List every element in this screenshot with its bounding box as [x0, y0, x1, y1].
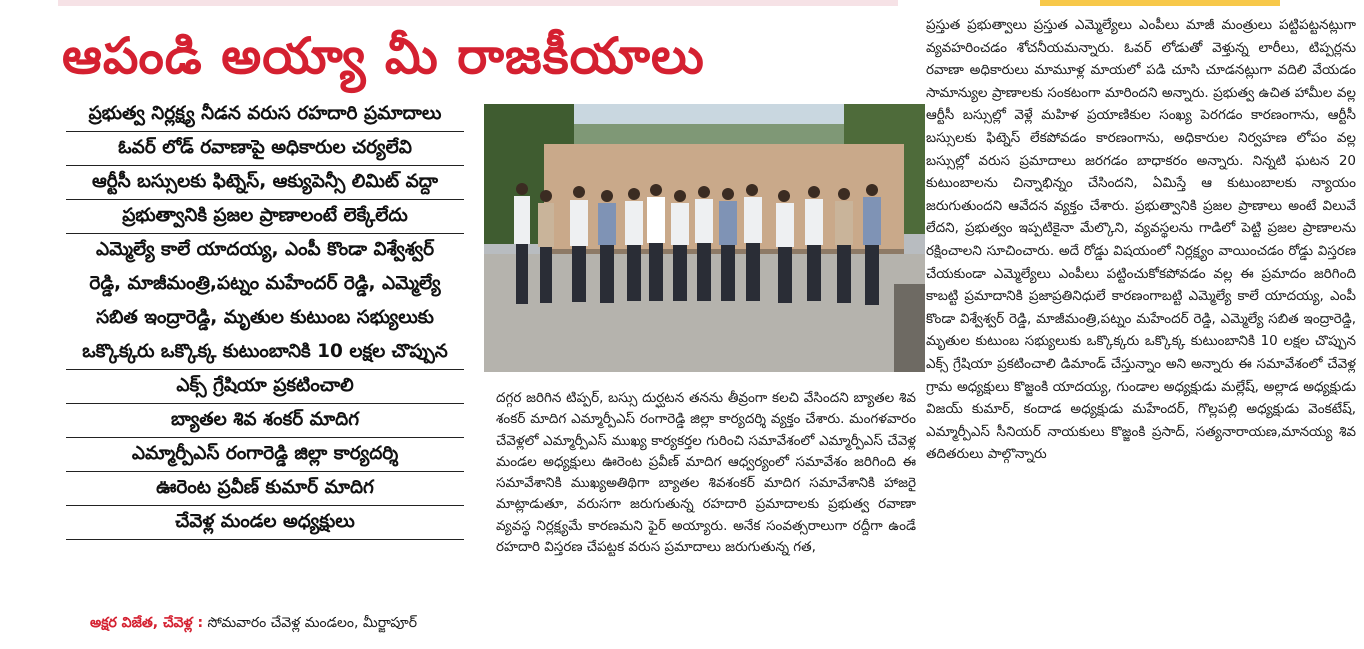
highlight-line: ఊరెంట ప్రవీణ్ కుమార్ మాదిగ: [66, 472, 464, 506]
article-body-middle-column: దగ్గర జరిగిన టిప్పర్, బస్సు దుర్ఘటన తనను తీవ్రంగా కలచి వేసిందని బ్యాతల శివ శంకర్ మాదిగ ఎమ్మార్పీఎస్ రంగారెడ్డి జిల్లా కార్యదర్శి వ్యక్తం చేశారు. మంగళవారం చేవెళ్లలో ఎమ్మార్పీఎస్ ముఖ్య కార్యకర్తల గురించి సమావేశంలో ఎమ్మార్పీఎస్ చేవెళ్ల మండల అధ్యక్షులు ఊరెంట ప్రవీణ్ మాదిగ ఆధ్వర్యంలో సమావేశం జరిగింది ఈ సమావేశానికి ముఖ్యఅతిథిగా బ్యాతల శివశంకర్ మాదిగ సమావేశానికి హాజరై మాట్లాడుతూ, వరుసగా జరుగుతున్న రహదారి ప్రమాదాలకు ప్రభుత్వ రవాణా వ్యవస్థ నిర్లక్ష్యమే కారణమని ఫైర్ అయ్యారు. అనేక సంవత్సరాలుగా రద్దీగా ఉండే రహదారి విస్తరణ చేపట్టక వరుస ప్రమాదాలు జరుగుతున్న గత,: [496, 390, 916, 556]
highlight-line: సబిత ఇంద్రారెడ్డి, మృతుల కుటుంబ సభ్యులుకు: [96, 307, 434, 328]
byline-tag: అక్షర విజేత, చేవెళ్ల :: [90, 615, 204, 631]
group-photo: [484, 104, 925, 372]
highlight-line: చేవెళ్ల మండల అధ్యక్షులు: [66, 506, 464, 540]
highlight-line: రెడ్డి, మాజీమంత్రి,పట్నం మహేందర్ రెడ్డి, ఎమ్మెల్యే: [89, 273, 441, 294]
byline-text: సోమవారం చేవెళ్ల మండలం, మీర్జాపూర్: [207, 615, 418, 631]
top-accent-strip: [1040, 0, 1280, 6]
highlight-line: ఎమ్మెల్యే కాలే యాదయ్య, ఎంపీ కొండా విశ్వేశ్వర్: [95, 239, 435, 260]
highlight-line: బ్యాతల శివ శంకర్ మాదిగ: [66, 404, 464, 438]
highlight-line: ఎక్స్ గ్రేషియా ప్రకటించాలి: [66, 370, 464, 404]
photo-step: [894, 284, 925, 372]
highlight-line: ప్రభుత్వ నిర్లక్ష్య నీడన వరుస రహదారి ప్రమాదాలు: [66, 98, 464, 132]
group-photo-illustration: [484, 104, 925, 372]
article-body-right-column: ప్రస్తుత ప్రభుత్వాలు ప్రస్తుత ఎమ్మెల్యేలు ఎంపీలు మాజీ మంత్రులు పట్టిపట్టనట్లుగా వ్యవహరించడం శోచనీయమన్నారు. ఓవర్ లోడుతో వెళ్తున్న లారీలు, టిప్పర్లను రవాణా అధికారులు మామూళ్ల మాయలో పడి చూసి చూడనట్లుగా వదిలి వేయడం సామాన్యుల ప్రాణాలకు సంకటంగా మారిందని అన్నారు. ప్రభుత్వ ఉచిత హామీల వల్ల ఆర్టీసీ బస్సుల్లో వెళ్లే మహిళ ప్రయాణికుల సంఖ్య పెరగడం కారణంగాను, ఆర్టీసీ బస్సులకు ఫిట్నెస్ లేకపోవడం కారణంగాను, అధికారుల నిర్వహణ లోపం వల్ల బస్సుల్లో వరుస ప్రమాదాలు జరగడం బాధాకరం అన్నారు. నిన్నటి ఘటన 20 కుటుంబాలను చిన్నాభిన్నం చేసిందని, ఏమిస్తే ఆ కుటుంబాలకు న్యాయం జరుగుతుందని ఆవేదన వ్యక్తం చేశారు. ప్రభుత్వానికి ప్రజల ప్రాణాలు అంటే విలువే లేదని, ప్రభుత్వం ఇప్పటికైనా మేల్కొని, వ్యవస్థలను గాడిలో పెట్టి ప్రజల ప్రాణాలను రక్షించాలని సూచించారు. అదే రోడ్డు విషయంలో నిర్లక్ష్యం వాయించడం రోడ్డు విస్తరణ చేయకుండా ఎమ్మెల్యేలు ఎంపీలు పట్టించుకోకపోవడం వల్ల ఈ ప్రమాదం జరిగింది కాబట్టి ప్రమాదానికి ప్రజాప్రతినిధులే కారణంగాబట్టి ఎమ్మెల్యే కాలే యాదయ్య, ఎంపీ కొండా విశ్వేశ్వర్ రెడ్డి, మాజీమంత్రి,పట్నం మహేందర్ రెడ్డి, ఎమ్మెల్యే సబిత ఇంద్రారెడ్డి, మృతుల కుటుంబ సభ్యులుకు ఒక్కొక్కరు ఒక్కొక్క కుటుంబానికి 10 లక్షల చొప్పున ఎక్స్ గ్రేషియా ప్రకటించాలి డిమాండ్ చేస్తున్నాం అని అన్నారు ఈ సమావేశంలో చేవెళ్ల గ్రామ అధ్యక్షులు కొజ్జంకి యాదయ్య, గుండాల అధ్యక్షుడు మల్లేష్, అల్లాడ అధ్యక్షుడు విజయ్ కుమార్, కందాడ అధ్యక్షుడు మహేందర్, గొల్లపల్లి అధ్యక్షుడు వెంకటేష్, ఎమ్మార్పీఎస్ సీనియర్ నాయకులు కొజ్జంకి ప్రసాద్, సత్యనారాయణ,మానయ్య శివ తదితరులు పాల్గొన్నారు: [926, 17, 1356, 463]
top-color-strip: [58, 0, 898, 6]
highlight-line: ఎమ్మార్పీఎస్ రంగారెడ్డి జిల్లా కార్యదర్శి: [66, 438, 464, 472]
highlight-line: ఆర్టీసీ బస్సులకు ఫిట్నెస్, ఆక్యుపెన్సీ లిమిట్ వద్దా: [66, 166, 464, 200]
article-headline: ఆపండి అయ్యా మీ రాజకీయాలు: [62, 27, 705, 85]
highlight-line: ప్రభుత్వానికి ప్రజల ప్రాణాలంటే లెక్కేలేదు: [66, 200, 464, 234]
highlights-box: [60, 98, 470, 608]
highlight-line: ఒక్కొక్కరు ఒక్కొక్క కుటుంబానికి 10 లక్షల చొప్పున: [66, 336, 464, 370]
highlight-line: ఓవర్ లోడ్ రవాణాపై అధికారుల చర్యలేవి: [66, 132, 464, 166]
byline: [90, 612, 480, 634]
